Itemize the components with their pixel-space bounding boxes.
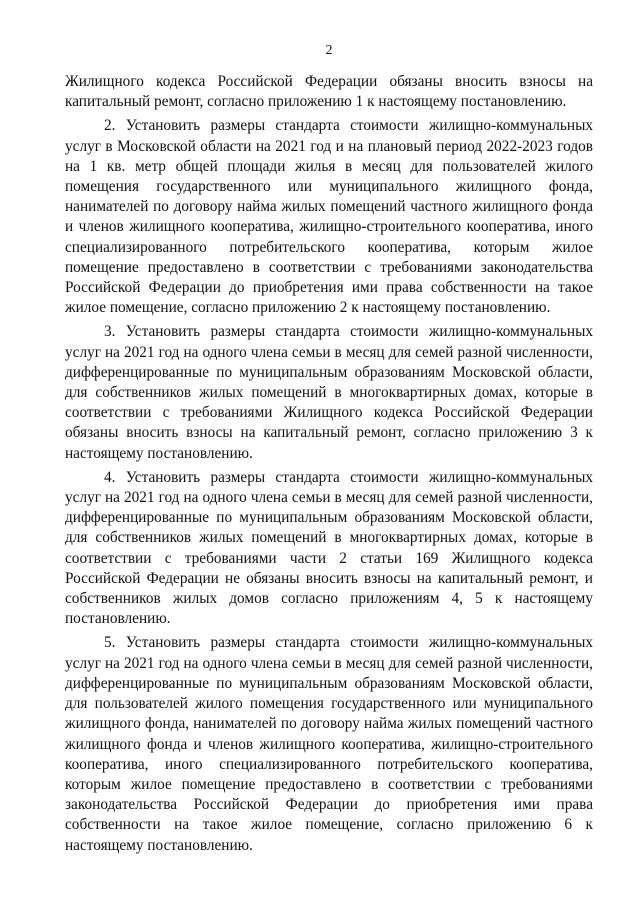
page-number: 2	[325, 43, 333, 58]
paragraph-item-5: 5. Установить размеры стандарта стоимости жилищно-коммунальных услуг на 2021 год на одного члена семьи в месяц для семей разной численности, дифференцированные по муниципальным образованиям Московской области, для пользователей жилого помещения государственного или муниципального жилищного фонда, нанимателей по договору найма жилых помещений частного жилищного фонда и членов жилищного кооператива, жилищно-строительного кооператива, иного специализированного потребительского кооператива, которым жилое помещение предоставлено в соответствии с требованиями законодательства Российской Федерации до приобретения ими права собственности на такое жилое помещение, согласно приложению 6 к настоящему постановлению.	[65, 634, 593, 854]
paragraph-item-2: 2. Установить размеры стандарта стоимости жилищно-коммунальных услуг в Московской области на 2021 год и на плановый период 2022-2023 годов на 1 кв. метр общей площади жилья в месяц для пользователей жилого помещения государственного или муниципального жилищного фонда, нанимателей по договору найма жилых помещений частного жилищного фонда и членов жилищного кооператива, жилищно-строительного кооператива, иного специализированного потребительского кооператива, которым жилое помещение предоставлено в соответствии с требованиями законодательства Российской Федерации до приобретения ими права собственности на такое жилое помещение, согласно приложению 2 к настоящему постановлению.	[65, 117, 593, 317]
paragraph-item-3: 3. Установить размеры стандарта стоимости жилищно-коммунальных услуг на 2021 год на одного члена семьи в месяц для семей разной численности, дифференцированные по муниципальным образованиям Московской области, для собственников жилых помещений в многоквартирных домах, которые в соответствии с требованиями Жилищного кодекса Российской Федерации обязаны вносить взносы на капитальный ремонт, согласно приложению 3 к настоящему постановлению.	[65, 323, 593, 462]
paragraph-continuation: Жилищного кодекса Российской Федерации обязаны вносить взносы на капитальный ремонт, согласно приложению 1 к настоящему постановлению.	[65, 73, 593, 111]
paragraph-item-4: 4. Установить размеры стандарта стоимости жилищно-коммунальных услуг на 2021 год на одного члена семьи в месяц для семей разной численности, дифференцированные по муниципальным образованиям Московской области, для собственников жилых помещений в многоквартирных домах, которые в соответствии с требованиями части 2 статьи 169 Жилищного кодекса Российской Федерации не обязаны вносить взносы на капитальный ремонт, и собственников жилых домов согласно приложениям 4, 5 к настоящему постановлению.	[65, 468, 593, 628]
